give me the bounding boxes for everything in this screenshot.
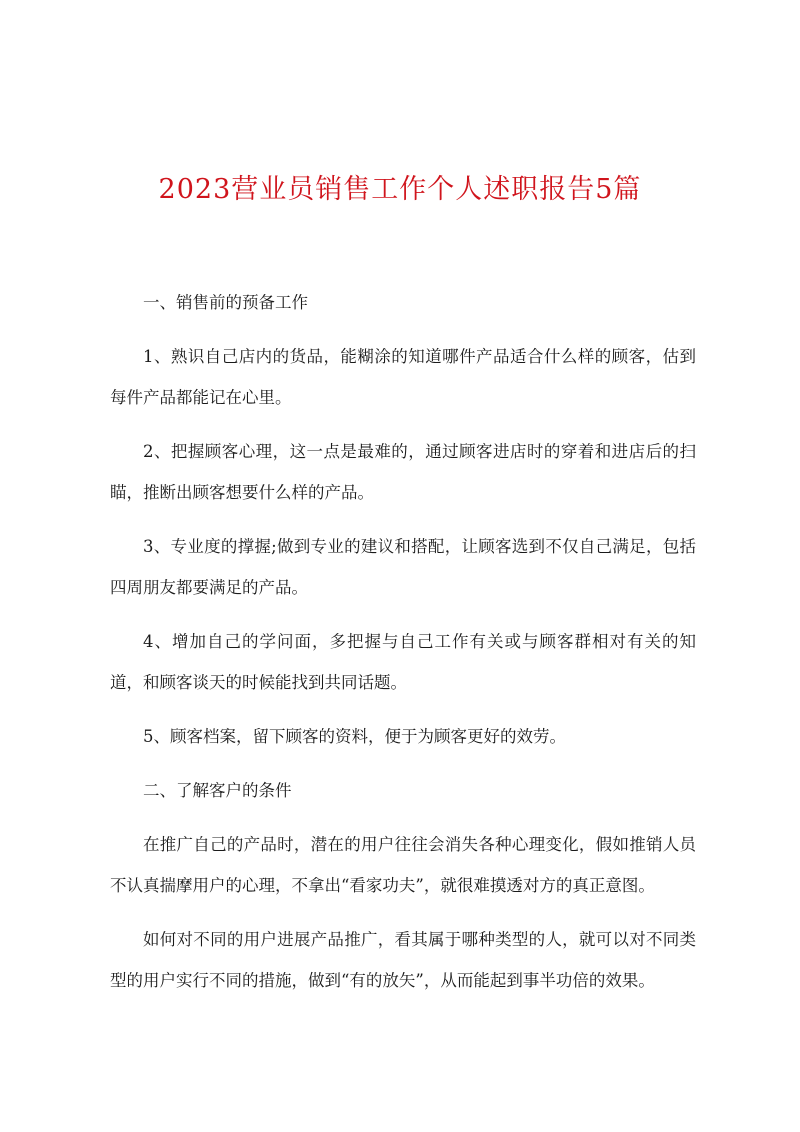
paragraph: 5、顾客档案，留下顾客的资料，便于为顾客更好的效劳。 xyxy=(143,727,566,746)
paragraph: 1、熟识自己店内的货品，能糊涂的知道哪件产品适合什么样的顾客，估到每件产品都能记在心里。 xyxy=(110,347,696,407)
paragraph: 在推广自己的产品时，潜在的用户往往会消失各种心理变化，假如推销人员不认真揣摩用户的心理，不拿出“看家功夫”，就很难摸透对方的真正意图。 xyxy=(110,835,696,895)
paragraph: 3、专业度的撑握;做到专业的建议和搭配，让顾客选到不仅自己满足，包括四周朋友都要满足的产品。 xyxy=(110,537,696,597)
document-title: 2023营业员销售工作个人述职报告5篇 xyxy=(158,174,642,205)
section-heading: 二、了解客户的条件 xyxy=(143,781,292,800)
document-body xyxy=(110,282,696,1001)
paragraph: 2、把握顾客心理，这一点是最难的，通过顾客进店时的穿着和进店后的扫瞄，推断出顾客想要什么样的产品。 xyxy=(110,442,696,502)
section-heading: 一、销售前的预备工作 xyxy=(143,293,308,312)
paragraph: 4、增加自己的学问面，多把握与自己工作有关或与顾客群相对有关的知道，和顾客谈天的时候能找到共同话题。 xyxy=(110,632,696,692)
paragraph: 如何对不同的用户进展产品推广，看其属于哪种类型的人，就可以对不同类型的用户实行不同的措施，做到“有的放矢”，从而能起到事半功倍的效果。 xyxy=(110,930,696,990)
